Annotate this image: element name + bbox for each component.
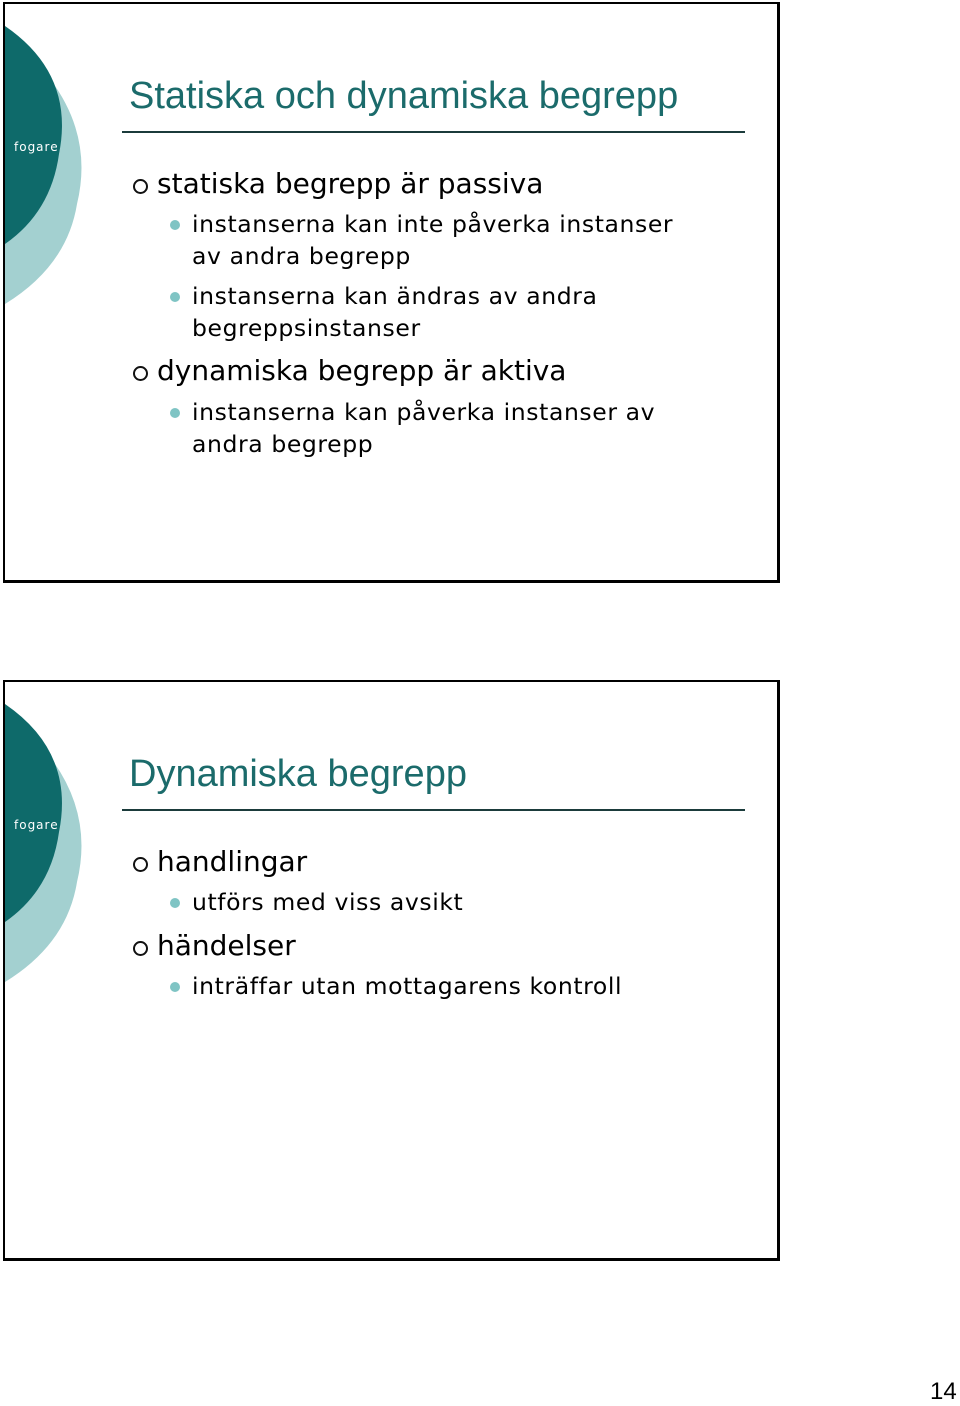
bullet-level1: händelser [157,929,296,962]
dot-bullet-icon [170,220,180,230]
slide-1 [3,2,780,583]
dot-bullet-icon [170,898,180,908]
bullet-level2-line: instanserna kan påverka instanser av [192,398,656,426]
slide-body [5,4,777,580]
slide-title: Dynamiska begrepp [129,753,467,795]
hollow-bullet-icon [133,857,148,872]
bullet-level2-line: andra begrepp [192,430,374,458]
bullet-level2-line: instanserna kan ändras av andra [192,282,598,310]
hollow-bullet-icon [133,179,148,194]
page-number: 14 [930,1378,957,1405]
bullet-level2-line: utförs med viss avsikt [192,888,464,916]
bullet-level2-line: av andra begrepp [192,242,411,270]
bullet-level2-line: inträffar utan mottagarens kontroll [192,972,623,1000]
brand-logo: fogare [14,140,59,154]
bullet-level1: handlingar [157,845,308,878]
bullet-level2-line: instanserna kan inte påverka instanser [192,210,674,238]
bullet-level2-line: begreppsinstanser [192,314,421,342]
bullet-level1: dynamiska begrepp är aktiva [157,354,567,387]
hollow-bullet-icon [133,366,148,381]
slide-title: Statiska och dynamiska begrepp [129,75,679,117]
slide-2 [3,680,780,1261]
dot-bullet-icon [170,408,180,418]
slide-body [5,682,777,1258]
bullet-level1: statiska begrepp är passiva [157,167,544,200]
hollow-bullet-icon [133,941,148,956]
dot-bullet-icon [170,292,180,302]
brand-logo: fogare [14,818,59,832]
dot-bullet-icon [170,982,180,992]
